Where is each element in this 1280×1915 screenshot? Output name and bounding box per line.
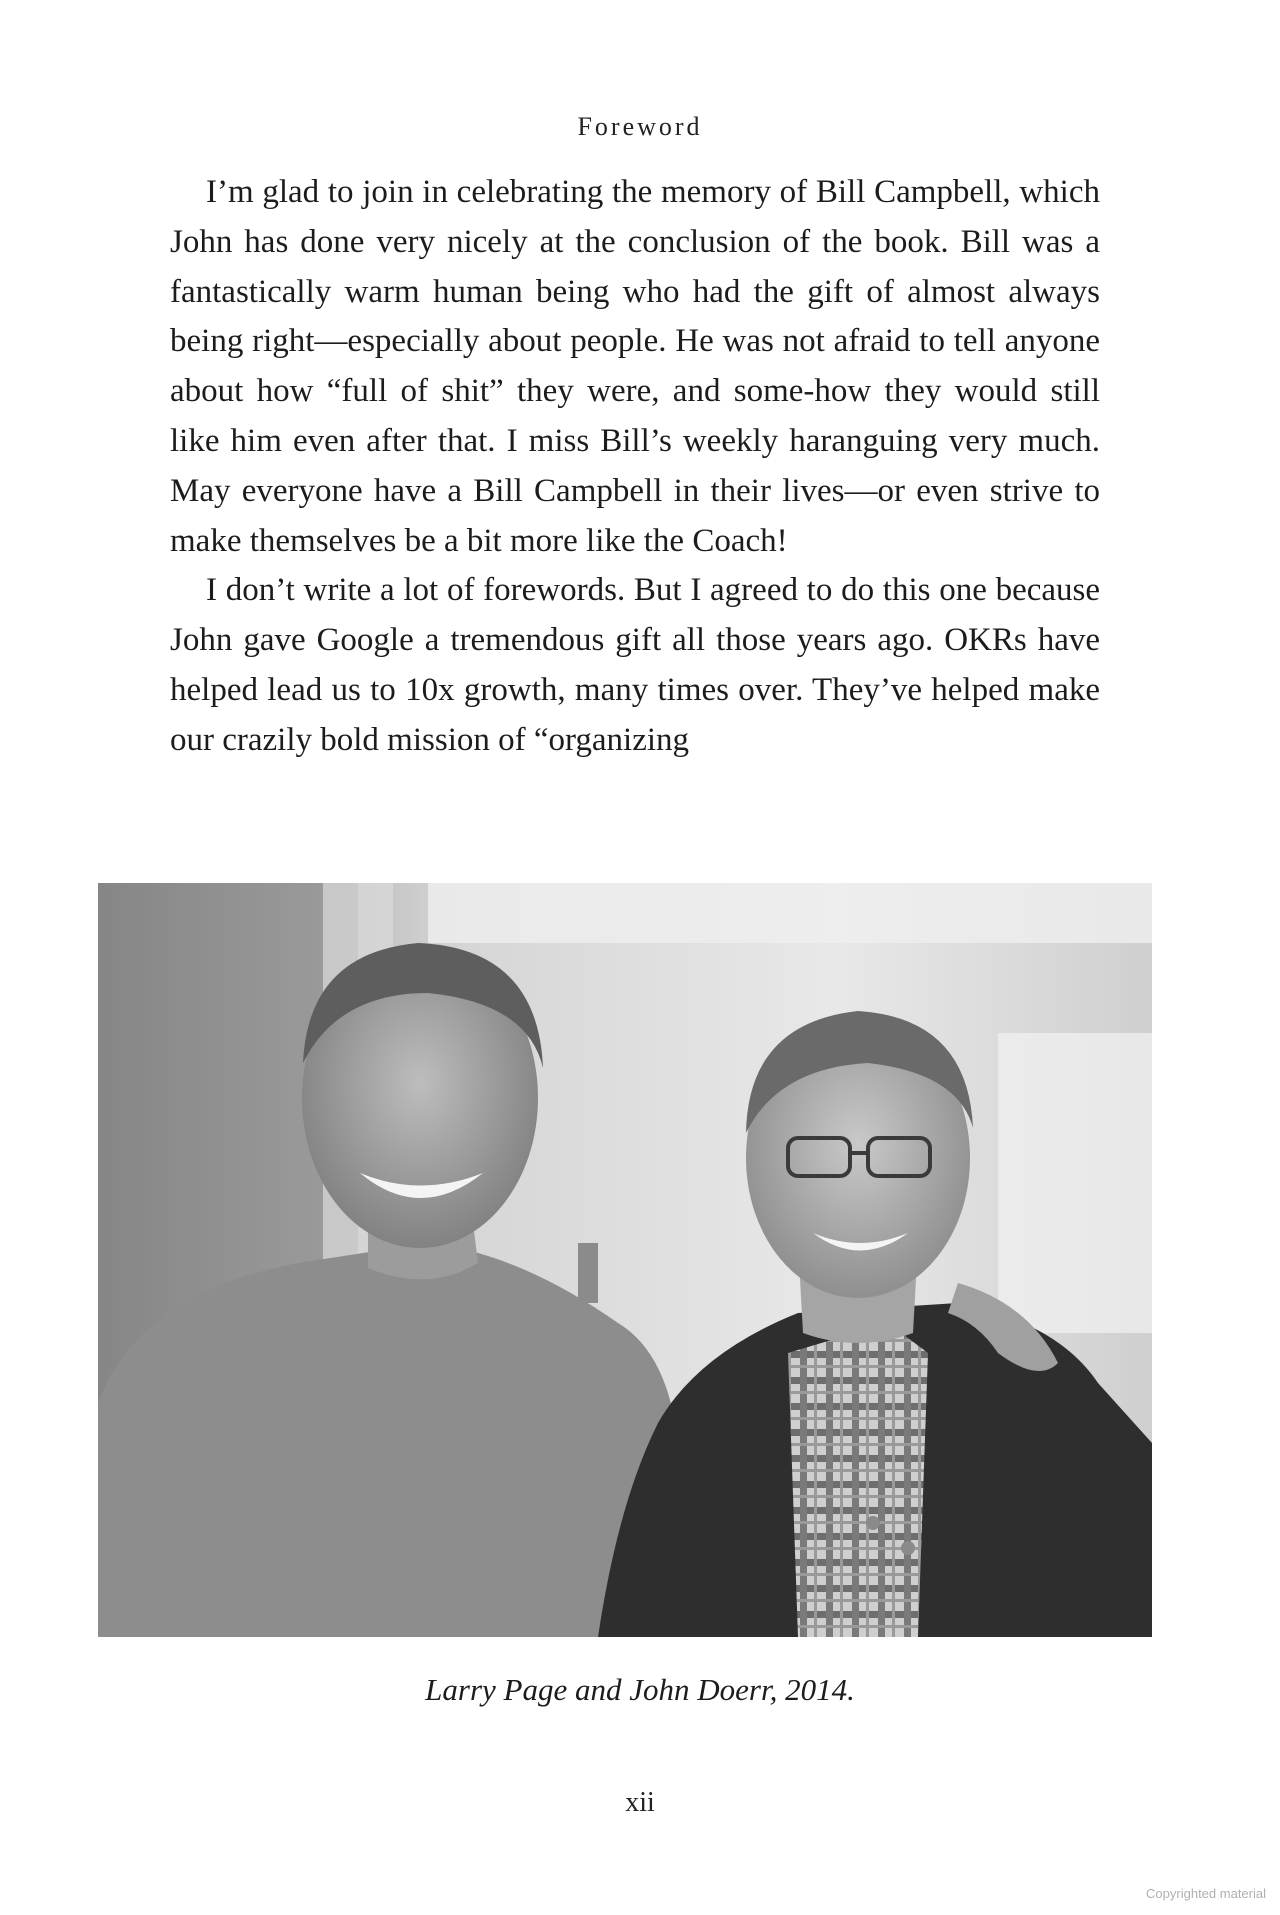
paragraph: I don’t write a lot of forewords. But I agreed to do this one because John gave Google a tremendous gift all those years ago. OKRs have helped lead us to 10x growth, many times over. They’ve helped make our crazily bold mission of “organizing (170, 572, 1100, 758)
body-text (170, 168, 1100, 766)
photo-image (98, 883, 1152, 1637)
page-number: xii (625, 1787, 655, 1818)
paragraph: I’m glad to join in celebrating the memory of Bill Campbell, which John has done very nicely at the conclusion of the book. Bill was a fantastically warm human being who had the gift of almost always being right—especially about people. He was not afraid to tell anyone about how “full of shit” they were, and some-how they would still like him even after that. I miss Bill’s weekly haranguing very much. May everyone have a Bill Campbell in their lives—or even strive to make themselves be a bit more like the Coach! (170, 174, 1100, 559)
photo (98, 883, 1152, 1637)
running-head: Foreword (577, 112, 703, 141)
photo-caption: Larry Page and John Doerr, 2014. (425, 1672, 855, 1707)
copyright-watermark: Copyrighted material (1146, 1886, 1266, 1901)
